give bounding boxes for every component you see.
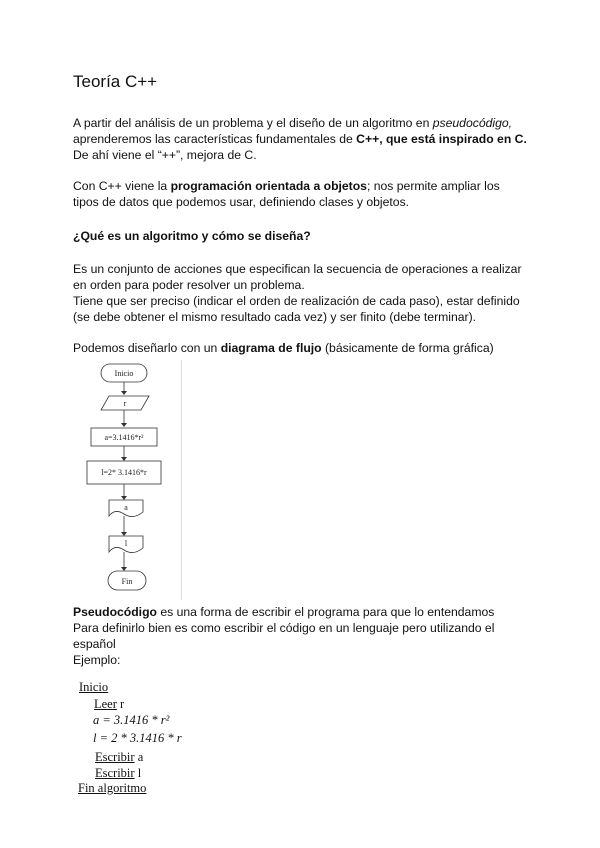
oop-line1-post: ; nos permite ampliar los <box>366 179 500 193</box>
pc-fin: Fin algoritmo <box>78 781 147 795</box>
flowchart-svg <box>73 360 181 600</box>
pc-escribir-a-line <box>95 750 143 765</box>
flow-intro-post: (básicamente de forma gráfica) <box>321 341 494 355</box>
flow-input-label: r <box>123 399 127 408</box>
flow-end-label: Fin <box>121 577 133 586</box>
definition-line4: (se debe obtener el mismo resultado cada vez) y ser finito (debe terminar). <box>73 310 477 324</box>
page-title: Teoría C++ <box>73 72 158 91</box>
pc-leer: Leer <box>94 697 117 711</box>
pc-escribir-a: a <box>137 750 144 764</box>
flowchart <box>73 360 182 600</box>
pseudo-intro-line2: Para definirlo bien es como escribir el código en un lenguaje pero utilizando el <box>73 621 495 635</box>
pc-escribir-l: l <box>137 766 142 780</box>
flow-process1-label: a=3.1416*r² <box>104 433 144 442</box>
flow-output1-label: a <box>124 503 128 512</box>
flow-intro-bold: diagrama de flujo <box>220 341 322 355</box>
pseudo-intro-line4: Ejemplo: <box>73 653 121 667</box>
pc-inicio: Inicio <box>79 680 109 694</box>
section-question: ¿Qué es un algoritmo y cómo se diseña? <box>73 229 311 243</box>
pseudocode-term: Pseudocódigo <box>73 605 157 619</box>
intro-pseudocode-term: pseudocódigo, <box>432 116 513 130</box>
pseudo-intro-line1: es una forma de escribir el programa para que lo entendamos <box>156 605 495 619</box>
pc-leer-arg: r <box>120 697 125 711</box>
oop-bold: programación orientada a objetos <box>170 179 367 193</box>
intro-line1: A partir del análisis de un problema y el diseño de un algoritmo en <box>73 116 433 130</box>
pc-escribir-1: Escribir <box>95 750 135 764</box>
flow-start-label: Inicio <box>114 369 134 378</box>
flow-output2-label: l <box>124 539 128 548</box>
pseudocode-intro <box>73 604 543 668</box>
pc-equation-a: a = 3.1416 * r² <box>93 713 170 727</box>
pc-equation-l: l = 2 * 3.1416 * r <box>93 731 182 745</box>
intro-paragraph <box>73 115 543 163</box>
intro-cpp-bold: C++, que está inspirado en C. <box>356 132 527 146</box>
pc-escribir-2: Escribir <box>95 766 135 780</box>
intro-line2: aprenderemos las características fundamentales de <box>73 132 357 146</box>
intro-line3: De ahí viene el “++”, mejora de C. <box>73 148 257 162</box>
flow-process2-label: l=2* 3.1416*r <box>101 468 147 477</box>
oop-line2: tipos de datos que podemos usar, definiendo clases y objetos. <box>73 195 410 209</box>
definition-line3: Tiene que ser preciso (indicar el orden de realización de cada paso), estar definido <box>73 294 520 308</box>
pc-leer-line <box>94 697 124 712</box>
pseudo-intro-line3: español <box>73 637 116 651</box>
definition-line1: Es un conjunto de acciones que especifican la secuencia de operaciones a realizar <box>73 262 522 276</box>
definition-paragraph <box>73 261 543 325</box>
oop-line1: Con C++ viene la <box>73 179 171 193</box>
oop-paragraph <box>73 178 543 210</box>
flow-intro-pre: Podemos diseñarlo con un <box>73 341 221 355</box>
flow-intro <box>73 340 543 356</box>
definition-line2: en orden para poder resolver un problema. <box>73 278 305 292</box>
pc-escribir-l-line <box>95 766 141 781</box>
